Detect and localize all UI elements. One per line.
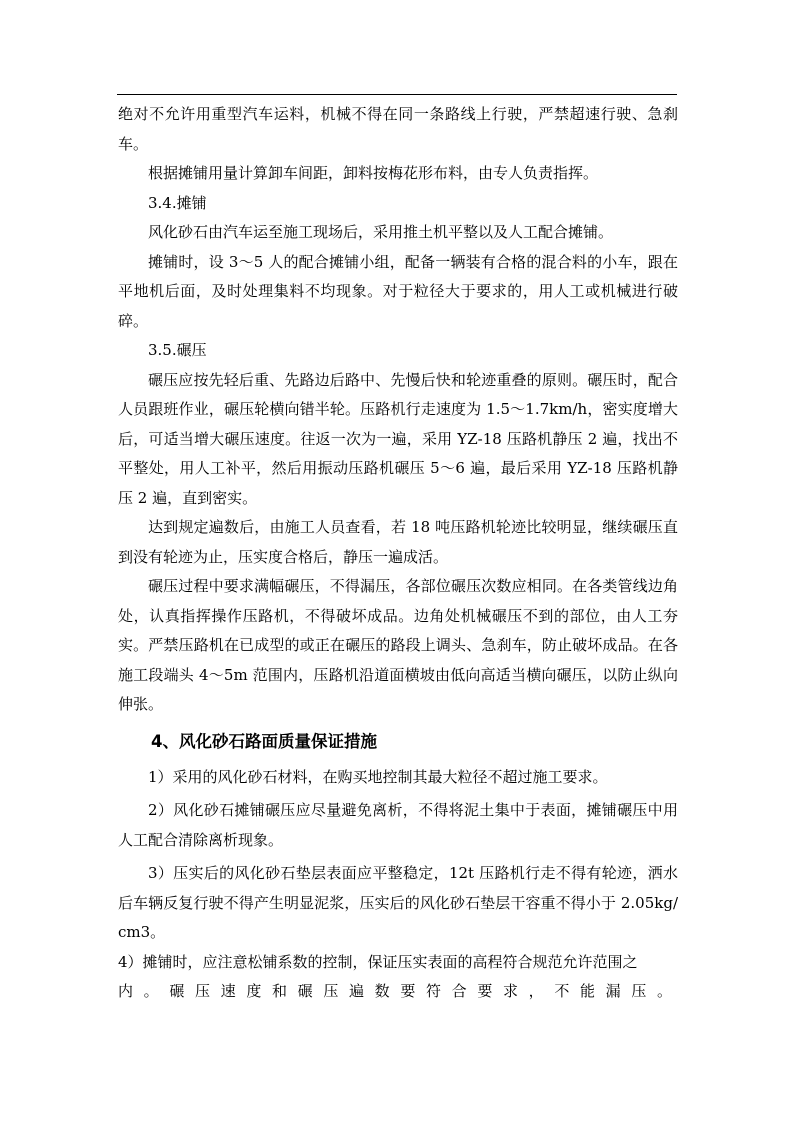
document-body xyxy=(118,100,678,1007)
quality-item-3: 3）压实后的风化砂石垫层表面应平整稳定，12t 压路机行走不得有轮迹，洒水后车辆反复行驶不得产生明显泥浆，压实后的风化砂石垫层干容重不得小于 2.05kg/cm3。 xyxy=(118,864,678,941)
section-heading-rolling: 3.5.碾压 xyxy=(148,341,207,359)
quality-item-4-line-1: 4）摊铺时，应注意松铺系数的控制，保证压实表面的高程符合规范允许范围之 xyxy=(118,952,638,971)
paragraph-unloading: 根据摊铺用量计算卸车间距，卸料按梅花形布料，由专人负责指挥。 xyxy=(148,164,599,182)
section-heading-quality: 4、风化砂石路面质量保证措施 xyxy=(151,731,377,751)
paragraph-transport-rules: 绝对不允许用重型汽车运料，机械不得在同一条路线上行驶，严禁超速行驶、急刹车。 xyxy=(118,105,678,153)
paragraph-rolling-requirements: 碾压过程中要求满幅碾压，不得漏压，各部位碾压次数应相同。在各类管线边角处，认真指挥操作压路机，不得破坏成品。边角处机械碾压不到的部位，由人工夯实。严禁压路机在已成型的或正在碾压的路段上调头、急刹车，防止破坏成品。在各施工段端头 4～5m 范围内，压路机沿道面横坡由低向高适当横向碾压，以防止纵向伸张。 xyxy=(118,577,678,713)
header-rule xyxy=(117,94,677,95)
paragraph-spreading-method: 风化砂石由汽车运至施工现场后，采用推土机平整以及人工配合摊铺。 xyxy=(148,223,614,241)
quality-item-1: 1）采用的风化砂石材料，在购买地控制其最大粒径不超过施工要求。 xyxy=(148,767,608,786)
quality-item-2: 2）风化砂石摊铺碾压应尽量避免离析，不得将泥土集中于表面，摊铺碾压中用人工配合清除离析现象。 xyxy=(118,801,678,849)
quality-item-4-line-2: 内。碾压速度和碾压遍数要符合要求，不能漏压。 xyxy=(118,982,678,1000)
section-heading-spreading: 3.4.摊铺 xyxy=(148,193,207,212)
paragraph-rolling-check: 达到规定遍数后，由施工人员查看，若 18 吨压路机轮迹比较明显，继续碾压直到没有轮迹为止，压实度合格后，静压一遍成活。 xyxy=(118,518,678,566)
paragraph-rolling-principles: 碾压应按先轻后重、先路边后路中、先慢后快和轮迹重叠的原则。碾压时，配合人员跟班作业，碾压轮横向错半轮。压路机行走速度为 1.5～1.7km/h，密实度增大后，可适当增大碾压速度。往返一次为一遍，采用 YZ-18 压路机静压 2 遍，找出不平整处，用人工补平，然后用振动压路机碾压 5～6 遍，最后采用 YZ-18 压路机静压 2 遍，直到密实。 xyxy=(118,370,678,507)
paragraph-spreading-team: 摊铺时，设 3～5 人的配合摊铺小组，配备一辆装有合格的混合料的小车，跟在平地机后面，及时处理集料不均现象。对于粒径大于要求的，用人工或机械进行破碎。 xyxy=(118,252,678,330)
